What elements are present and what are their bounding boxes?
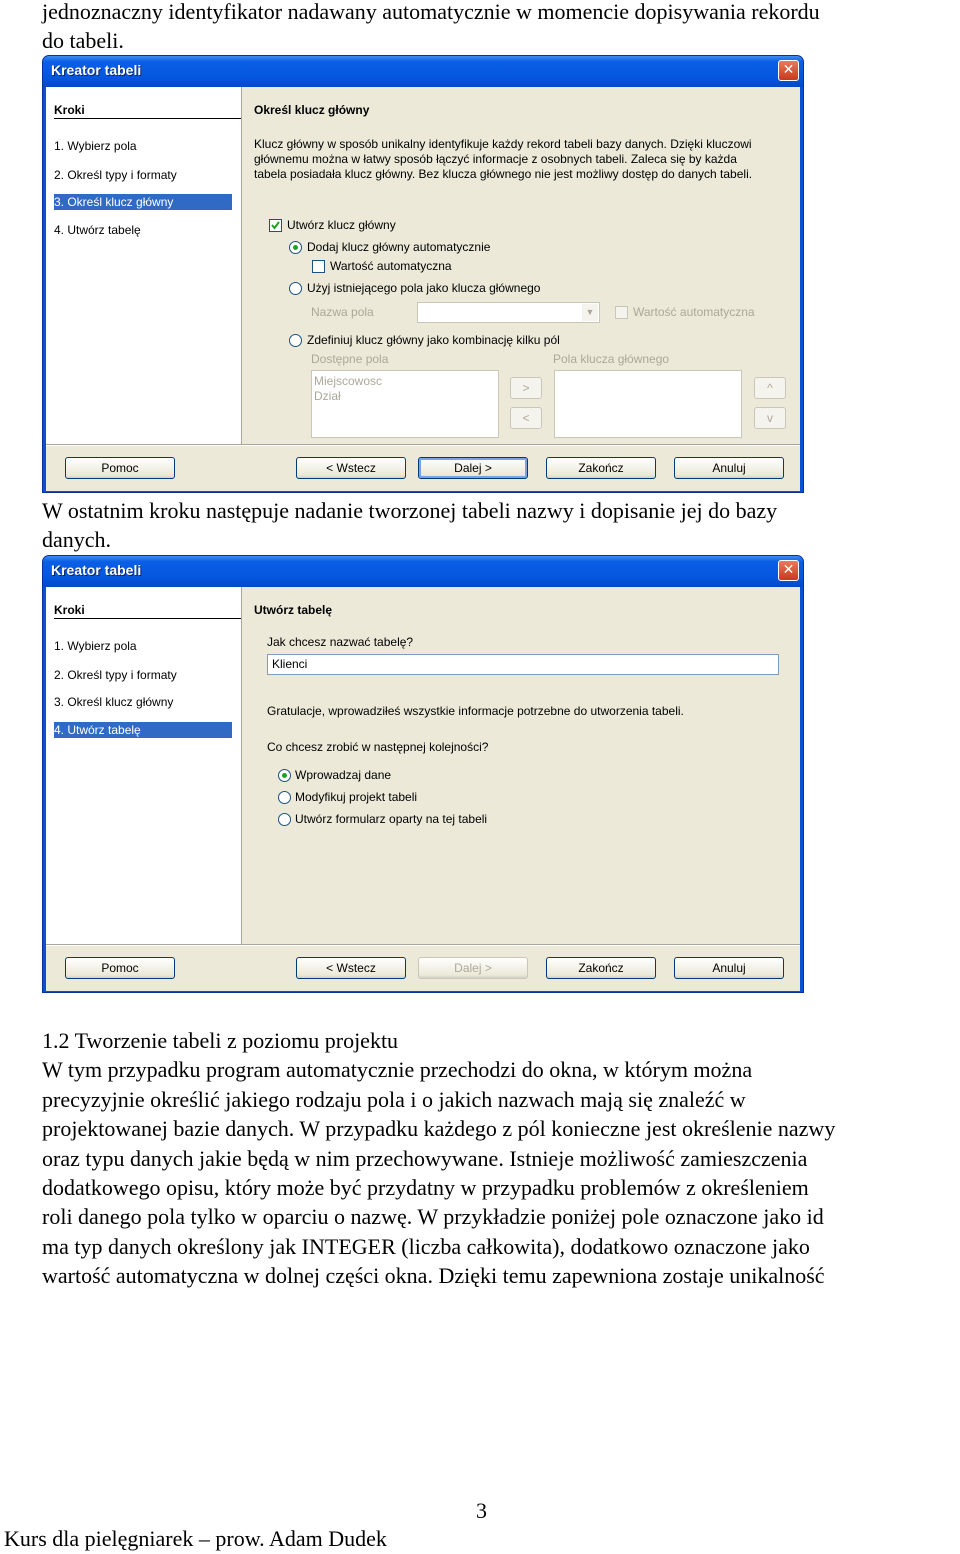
congrats-text: Gratulacje, wprowadziłeś wszystkie informacje potrzebne do utworzenia tabeli.	[267, 704, 684, 718]
option-label[interactable]: Modyfikuj projekt tabeli	[295, 790, 418, 804]
cancel-button[interactable]: Anuluj	[674, 957, 784, 979]
steps-header: Kroki	[54, 103, 241, 119]
description-line: tabela posiadała klucz główny. Bez klucza głównego nie jest możliwy dostęp do danych tabeli.	[254, 167, 753, 181]
text-line: do tabeli.	[42, 28, 124, 54]
create-form-radio[interactable]	[278, 813, 291, 826]
enter-data-radio[interactable]	[278, 769, 291, 782]
auto-value-label[interactable]: Wartość automatyczna	[330, 259, 452, 273]
text-line: ma typ danych określony jak INTEGER (liczba całkowita), dodatkowo oznaczone jako	[42, 1233, 810, 1259]
auto-value-checkbox[interactable]	[312, 260, 325, 273]
step-item[interactable]: 1. Wybierz pola	[54, 139, 137, 153]
option-label[interactable]: Wprowadzaj dane	[295, 768, 392, 782]
top-paragraph	[42, 0, 960, 56]
modify-design-radio[interactable]	[278, 791, 291, 804]
wizard-content	[242, 87, 800, 444]
pk-fields-list[interactable]	[554, 370, 742, 438]
step-item[interactable]: 3. Określ klucz główny	[54, 695, 174, 709]
pk-fields-label: Pola klucza głównego	[553, 352, 670, 366]
auto-value-2-checkbox[interactable]	[615, 306, 628, 319]
close-icon[interactable]: ✕	[778, 60, 799, 81]
move-down-button[interactable]: v	[754, 407, 786, 429]
page-footer: Kurs dla pielęgniarek – prow. Adam Dudek	[4, 1526, 387, 1551]
move-up-button[interactable]: ^	[754, 377, 786, 399]
text-line: wartość automatyczna w dolnej części okna. Dzięki temu zapewniona zostaje unikalność	[42, 1263, 825, 1289]
description-line: głównemu można w łatwy sposób łączyć informacje z osobnych tabeli. Zaleca się by każda	[254, 152, 737, 166]
step-item[interactable]: 2. Określ typy i formaty	[54, 668, 177, 682]
step-item[interactable]: 4. Utwórz tabelę	[54, 223, 141, 237]
step-item[interactable]: 1. Wybierz pola	[54, 639, 137, 653]
option-label[interactable]: Utwórz formularz oparty na tej tabeli	[295, 812, 488, 826]
list-item[interactable]: Dział	[314, 389, 341, 403]
move-right-button[interactable]: >	[510, 377, 542, 399]
next-button[interactable]: Dalej >	[418, 457, 528, 479]
step-item-active[interactable]: 4. Utwórz tabelę	[54, 722, 232, 738]
finish-button[interactable]: Zakończ	[546, 457, 656, 479]
help-button[interactable]: Pomoc	[65, 457, 175, 479]
step-item-active[interactable]: 3. Określ klucz główny	[54, 194, 232, 210]
back-button[interactable]: < Wstecz	[296, 457, 406, 479]
next-button[interactable]: Dalej >	[418, 957, 528, 979]
text-line: oraz typu danych jakie będą w nim przechowywane. Istnieje możliwość zamieszczenia	[42, 1145, 808, 1171]
add-auto-radio[interactable]	[289, 241, 302, 254]
middle-paragraph	[42, 496, 960, 555]
move-left-button[interactable]: <	[510, 407, 542, 429]
text-line: danych.	[42, 527, 112, 553]
page-heading: Określ klucz główny	[254, 103, 370, 117]
steps-sidebar	[46, 87, 242, 444]
description-line: Klucz główny w sposób unikalny identyfikuje każdy rekord tabeli bazy danych. Dzięki kluczowi	[254, 137, 752, 151]
available-fields-list[interactable]	[311, 370, 499, 438]
name-question: Jak chcesz nazwać tabelę?	[267, 635, 414, 649]
field-name-dropdown[interactable]	[417, 302, 600, 323]
chevron-down-icon: ▼	[582, 304, 598, 321]
use-existing-label[interactable]: Użyj istniejącego pola jako klucza głównego	[307, 281, 541, 295]
text-line: roli danego pola tylko w oparciu o nazwę. W przykładzie poniżej pole oznaczone jako id	[42, 1204, 824, 1230]
create-pk-label[interactable]: Utwórz klucz główny	[287, 218, 396, 232]
auto-value-2-label: Wartość automatyczna	[633, 305, 755, 319]
define-combo-radio[interactable]	[289, 334, 302, 347]
wizard-client-area	[46, 587, 800, 991]
separator	[46, 944, 800, 946]
description	[254, 137, 784, 182]
section-paragraph	[42, 1026, 960, 1291]
wizard-window-primary-key	[42, 55, 804, 493]
page-heading: Utwórz tabelę	[254, 603, 333, 617]
window-title: Kreator tabeli	[51, 562, 142, 578]
steps-header: Kroki	[54, 603, 241, 619]
use-existing-radio[interactable]	[289, 282, 302, 295]
help-button[interactable]: Pomoc	[65, 957, 175, 979]
steps-sidebar	[46, 587, 242, 944]
wizard-window-create-table	[42, 555, 804, 993]
text-line: precyzyjnie określić jakiego rodzaju pola i o jakich nazwach mają się znaleźć w	[42, 1086, 746, 1112]
cancel-button[interactable]: Anuluj	[674, 457, 784, 479]
field-name-label: Nazwa pola	[311, 305, 374, 319]
title-bar	[43, 56, 803, 87]
page-number: 3	[476, 1498, 487, 1523]
close-icon[interactable]: ✕	[778, 560, 799, 581]
text-line: jednoznaczny identyfikator nadawany automatycznie w momencie dopisywania rekordu	[42, 0, 820, 24]
add-auto-label[interactable]: Dodaj klucz główny automatycznie	[307, 240, 491, 254]
window-title: Kreator tabeli	[51, 62, 142, 78]
create-pk-checkbox[interactable]	[269, 219, 282, 232]
wizard-content	[242, 587, 800, 944]
text-line: projektowanej bazie danych. W przypadku każdego z pól konieczne jest określenie nazwy	[42, 1116, 836, 1142]
text-line: W tym przypadku program automatycznie przechodzi do okna, w którym można	[42, 1057, 753, 1083]
define-combo-label[interactable]: Zdefiniuj klucz główny jako kombinację kilku pól	[307, 333, 560, 347]
next-question: Co chcesz zrobić w następnej kolejności?	[267, 740, 489, 754]
list-item[interactable]: Miejscowosc	[314, 374, 383, 388]
back-button[interactable]: < Wstecz	[296, 957, 406, 979]
title-bar	[43, 556, 803, 587]
check-icon	[270, 220, 281, 231]
text-line: W ostatnim kroku następuje nadanie tworzonej tabeli nazwy i dopisanie jej do bazy	[42, 498, 778, 523]
wizard-client-area	[46, 87, 800, 491]
step-item[interactable]: 2. Określ typy i formaty	[54, 168, 177, 182]
finish-button[interactable]: Zakończ	[546, 957, 656, 979]
available-fields-label: Dostępne pola	[311, 352, 389, 366]
table-name-input[interactable]: Klienci	[267, 654, 779, 675]
separator	[46, 444, 800, 446]
section-title: 1.2 Tworzenie tabeli z poziomu projektu	[42, 1028, 399, 1053]
text-line: dodatkowego opisu, który może być przydatny w przypadku problemów z określeniem	[42, 1175, 809, 1201]
